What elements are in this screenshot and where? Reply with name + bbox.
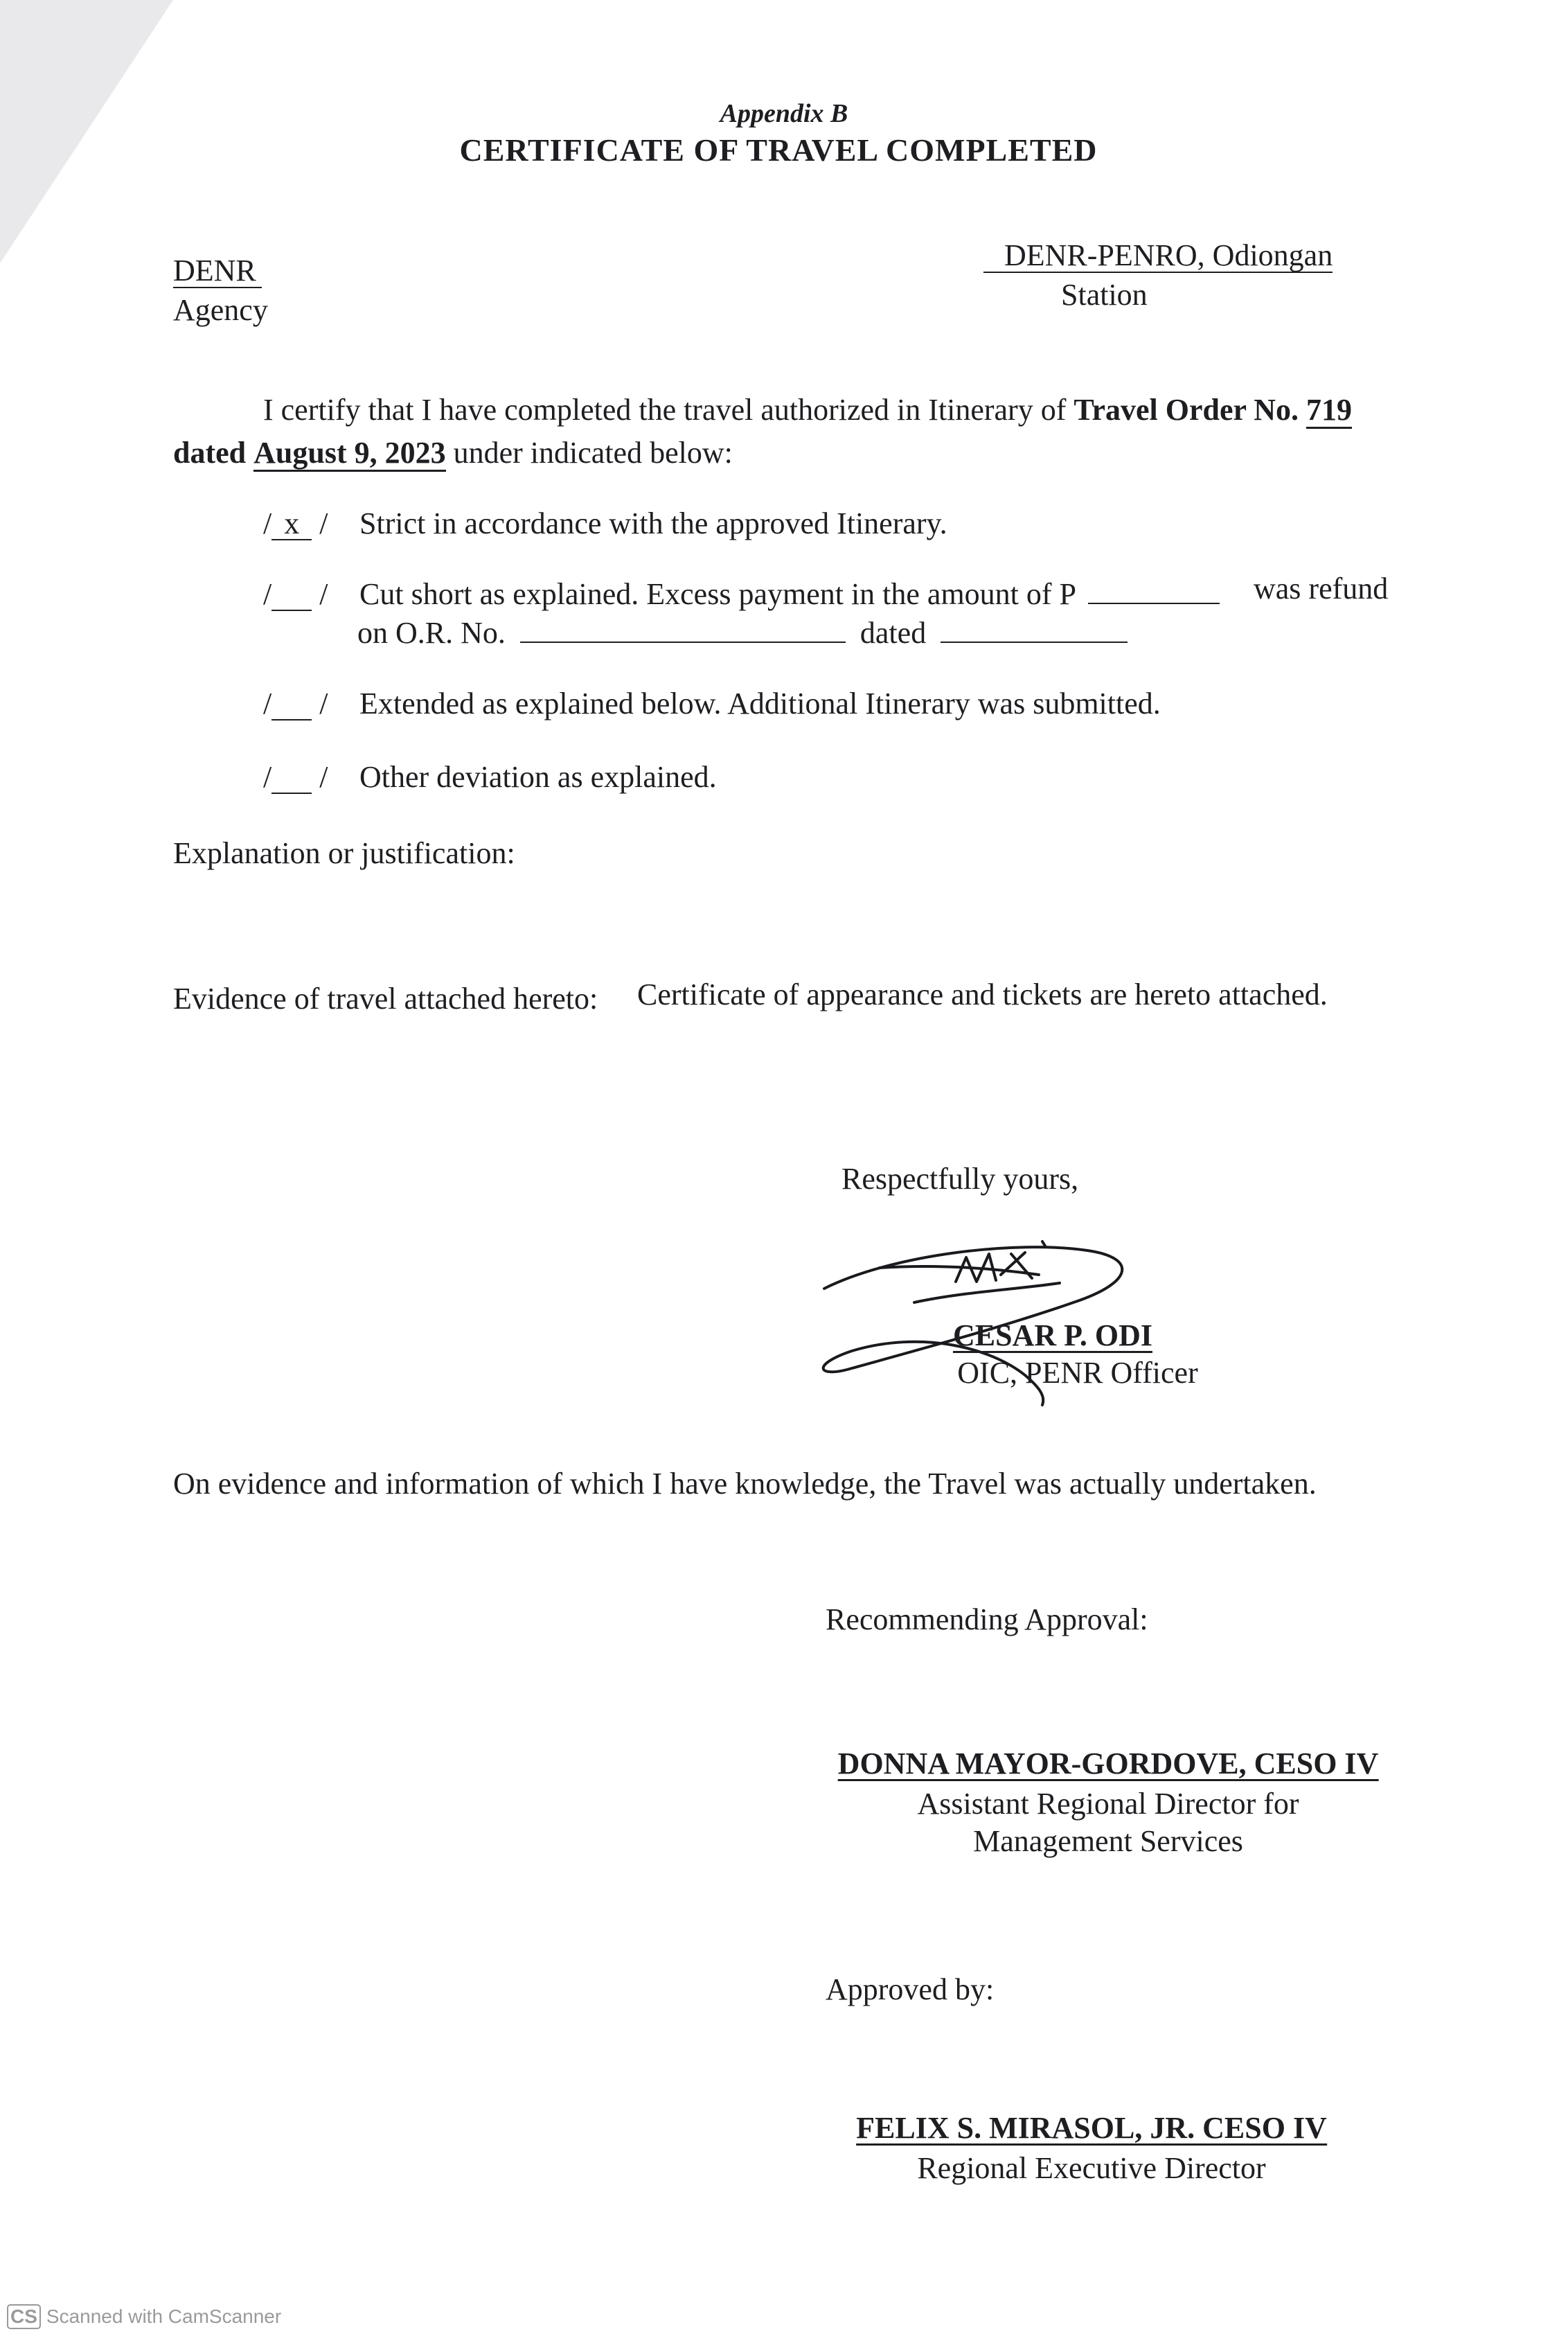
signatory-1-title: OIC, PENR Officer — [957, 1356, 1198, 1390]
travel-order-date: August 9, 2023 — [253, 436, 446, 472]
checkbox-mark — [271, 689, 312, 720]
option-strict-text: Strict in accordance with the approved Itinerary. — [359, 506, 947, 540]
option-cut-short — [263, 576, 1220, 612]
recommending-name: DONNA MAYOR-GORDOVE, CESO IV — [837, 1747, 1379, 1780]
checkbox-mark — [271, 579, 312, 611]
evidence-value: Certificate of appearance and tickets are hereto attached. — [637, 978, 1328, 1011]
travel-order-number: 719 — [1306, 393, 1352, 429]
checkbox-mark — [271, 762, 312, 794]
station-value: DENR-PENRO, Odiongan — [983, 240, 1333, 273]
recommending-title-2: Management Services — [973, 1824, 1243, 1858]
scanner-watermark — [7, 2304, 281, 2329]
checkbox-cut-short[interactable]: / / — [263, 577, 328, 611]
approved-label: Approved by: — [826, 1972, 995, 2006]
option-other-text: Other deviation as explained. — [359, 760, 717, 794]
option-extended-text: Extended as explained below. Additional Itinerary was submitted. — [359, 687, 1161, 720]
station-label: Station — [1061, 278, 1148, 312]
attestation-text: On evidence and information of which I have knowledge, the Travel was actually undertaken. — [173, 1467, 1317, 1501]
signatory-1-block — [953, 1320, 1152, 1353]
checkbox-mark: x — [271, 509, 312, 540]
checkbox-other[interactable]: / / — [263, 760, 328, 794]
evidence-label: Evidence of travel attached hereto: — [173, 982, 598, 1016]
option-cut-short-text: Cut short as explained. Excess payment in the amount of P — [359, 577, 1076, 611]
document-title: CERTIFICATE OF TRAVEL COMPLETED — [459, 132, 1098, 168]
recommending-name-wrap — [838, 1749, 1379, 1781]
or-number-blank[interactable] — [520, 617, 846, 643]
recommending-label: Recommending Approval: — [826, 1602, 1148, 1636]
dated-label: dated — [173, 436, 247, 470]
approved-name-wrap — [856, 2113, 1327, 2146]
certification-line-1 — [263, 392, 1352, 427]
page-fold-shadow — [0, 0, 173, 263]
checkbox-extended[interactable]: / / — [263, 687, 328, 720]
explanation-label: Explanation or justification: — [173, 836, 515, 870]
recommending-title-1: Assistant Regional Director for — [917, 1787, 1299, 1821]
watermark-text: Scanned with CamScanner — [46, 2306, 282, 2327]
amount-blank[interactable] — [1088, 578, 1220, 604]
agency-label: Agency — [173, 293, 268, 327]
closing-salutation: Respectfully yours, — [841, 1162, 1079, 1196]
certification-text-2: under indicated below: — [453, 436, 733, 470]
travel-order-label: Travel Order No. — [1073, 393, 1299, 427]
signatory-1-name: CESAR P. ODI — [952, 1318, 1153, 1352]
option-cut-short-line-2 — [357, 615, 1128, 651]
checkbox-strict[interactable]: / x / — [263, 506, 328, 540]
camscanner-logo: CS — [7, 2304, 41, 2329]
certification-text-1: I certify that I have completed the travel authorized in Itinerary of — [263, 393, 1067, 427]
or-date-blank[interactable] — [941, 617, 1128, 643]
approved-title: Regional Executive Director — [917, 2151, 1266, 2185]
option-extended — [263, 686, 1161, 721]
certification-line-2 — [173, 435, 733, 470]
or-dated-label: dated — [859, 616, 927, 650]
option-cut-short-refund: was refund — [1254, 572, 1389, 605]
appendix-label: Appendix B — [720, 99, 848, 128]
option-strict — [263, 506, 947, 541]
approved-name: FELIX S. MIRASOL, JR. CESO IV — [856, 2111, 1327, 2145]
or-number-label: on O.R. No. — [357, 616, 506, 650]
agency-value: DENR — [173, 255, 262, 288]
option-other — [263, 759, 717, 795]
